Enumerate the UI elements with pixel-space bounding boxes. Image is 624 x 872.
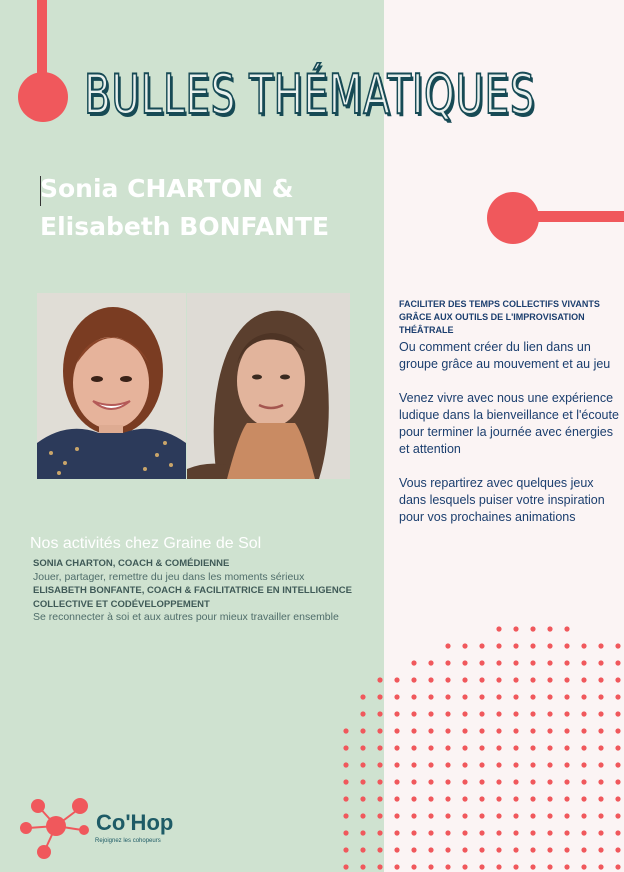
decorative-dot [462, 694, 467, 699]
decorative-dot [530, 728, 535, 733]
decorative-dot [411, 728, 416, 733]
decorative-dot [513, 626, 518, 631]
decorative-dot [581, 711, 586, 716]
decorative-dot [547, 711, 552, 716]
decorative-dot [445, 745, 450, 750]
decorative-dot [360, 847, 365, 852]
decorative-dot [445, 677, 450, 682]
decorative-dot [564, 660, 569, 665]
decorative-dot [496, 830, 501, 835]
decorative-dot [496, 796, 501, 801]
decorative-dot [462, 677, 467, 682]
decorative-dot [445, 660, 450, 665]
decorative-dot [615, 864, 620, 869]
decorative-dot [564, 728, 569, 733]
decorative-dot [513, 796, 518, 801]
decorative-dot [360, 813, 365, 818]
decorative-dot [598, 864, 603, 869]
decorative-dot [564, 677, 569, 682]
decorative-dot [581, 660, 586, 665]
decorative-dot [598, 694, 603, 699]
decorative-dot [513, 813, 518, 818]
decorative-dot [615, 745, 620, 750]
decorative-dot [479, 660, 484, 665]
decorative-dot [530, 779, 535, 784]
decorative-dot [615, 660, 620, 665]
decorative-dot [581, 813, 586, 818]
decorative-dot [343, 847, 348, 852]
decorative-dot [530, 626, 535, 631]
decorative-dot [598, 711, 603, 716]
decorative-dot [513, 847, 518, 852]
decorative-dot [598, 643, 603, 648]
decorative-pin-stem-left [37, 0, 47, 80]
decorative-dot [377, 694, 382, 699]
decorative-dot [343, 745, 348, 750]
decorative-dot [343, 813, 348, 818]
decorative-dot [564, 796, 569, 801]
decorative-dot [462, 830, 467, 835]
decorative-dot [479, 813, 484, 818]
decorative-dot [428, 864, 433, 869]
decorative-dot [530, 694, 535, 699]
decorative-dot [428, 796, 433, 801]
decorative-dot [343, 864, 348, 869]
decorative-dot [564, 847, 569, 852]
decorative-dot [377, 864, 382, 869]
decorative-dot [598, 779, 603, 784]
decorative-dot [394, 796, 399, 801]
decorative-dot [462, 762, 467, 767]
decorative-dot [547, 660, 552, 665]
decorative-dot [411, 745, 416, 750]
decorative-dot [496, 762, 501, 767]
decorative-dot [479, 864, 484, 869]
decorative-dot [547, 864, 552, 869]
decorative-dot [411, 762, 416, 767]
speaker-name-2: Elisabeth BONFANTE [40, 212, 330, 241]
decorative-dot [530, 830, 535, 835]
decorative-dot [479, 745, 484, 750]
decorative-dot [411, 660, 416, 665]
decorative-dot [530, 745, 535, 750]
decorative-dot [462, 796, 467, 801]
decorative-dot [547, 779, 552, 784]
decorative-dot [377, 728, 382, 733]
decorative-dot [615, 677, 620, 682]
decorative-dot [513, 677, 518, 682]
decorative-dot [445, 796, 450, 801]
decorative-dot [564, 864, 569, 869]
decorative-dot [581, 643, 586, 648]
decorative-dot [581, 728, 586, 733]
decorative-dot [513, 745, 518, 750]
decorative-dot [564, 762, 569, 767]
decorative-dot [581, 745, 586, 750]
decorative-dot [428, 728, 433, 733]
photo-elisabeth-bonfante [187, 293, 350, 479]
decorative-dot [513, 660, 518, 665]
decorative-dot [377, 779, 382, 784]
decorative-dot [496, 694, 501, 699]
decorative-dot [615, 847, 620, 852]
decorative-circle-right [487, 192, 539, 244]
decorative-dot [598, 830, 603, 835]
decorative-dot [615, 728, 620, 733]
activities-list [33, 557, 378, 625]
decorative-dot [343, 728, 348, 733]
decorative-dot [428, 762, 433, 767]
decorative-dot [377, 711, 382, 716]
decorative-dot [598, 762, 603, 767]
decorative-dot [547, 813, 552, 818]
decorative-dot [598, 728, 603, 733]
decorative-dot [445, 847, 450, 852]
decorative-dot [547, 847, 552, 852]
decorative-dot [547, 626, 552, 631]
decorative-dot [428, 660, 433, 665]
decorative-dot [530, 847, 535, 852]
decorative-dot [564, 626, 569, 631]
workshop-paragraph-2: Venez vivre avec nous une expérience ludique dans la bienveillance et l'écoute pour terminer la journée avec énergies et attention [399, 391, 619, 456]
decorative-dot [343, 830, 348, 835]
decorative-dot [479, 830, 484, 835]
decorative-dot [615, 779, 620, 784]
decorative-dot [564, 813, 569, 818]
decorative-dot [394, 779, 399, 784]
decorative-dot [496, 847, 501, 852]
decorative-dot [445, 728, 450, 733]
decorative-dot [530, 677, 535, 682]
decorative-dot [377, 830, 382, 835]
decorative-dot [615, 830, 620, 835]
decorative-dot [564, 830, 569, 835]
decorative-dot [598, 660, 603, 665]
decorative-dot [547, 762, 552, 767]
decorative-dot [496, 711, 501, 716]
decorative-dot [564, 711, 569, 716]
decorative-dot [411, 694, 416, 699]
decorative-dot [581, 796, 586, 801]
decorative-dot [564, 779, 569, 784]
decorative-dot [479, 643, 484, 648]
decorative-dot [479, 847, 484, 852]
decorative-dot [496, 677, 501, 682]
decorative-dot [428, 694, 433, 699]
decorative-dot [530, 796, 535, 801]
speaker-name-1: Sonia CHARTON & [40, 174, 294, 203]
decorative-dot [496, 626, 501, 631]
decorative-dot [360, 745, 365, 750]
decorative-dot [479, 677, 484, 682]
decorative-dot [513, 711, 518, 716]
decorative-dot [479, 796, 484, 801]
decorative-dot [547, 643, 552, 648]
workshop-lead: FACILITER DES TEMPS COLLECTIFS VIVANTS GRÂCE AUX OUTILS DE L'IMPROVISATION THÉÂTRALE [399, 299, 600, 335]
decorative-pin-stem-right [536, 211, 624, 222]
decorative-dot [513, 864, 518, 869]
decorative-dot [513, 694, 518, 699]
decorative-dot [530, 660, 535, 665]
decorative-dot [496, 779, 501, 784]
decorative-circle-left [18, 72, 68, 122]
decorative-dot [513, 830, 518, 835]
decorative-dot [411, 677, 416, 682]
decorative-dot [547, 830, 552, 835]
decorative-dot [411, 830, 416, 835]
decorative-dot [394, 728, 399, 733]
decorative-dot [462, 660, 467, 665]
decorative-dot [547, 677, 552, 682]
decorative-dot [394, 745, 399, 750]
portrait-1-illustration [37, 293, 186, 479]
decorative-dot [547, 728, 552, 733]
decorative-dot [581, 694, 586, 699]
decorative-dot [377, 762, 382, 767]
activity-role-2: ELISABETH BONFANTE, COACH & FACILITATRICE EN INTELLIGENCE COLLECTIVE ET CODÉVELOPPEMENT [33, 585, 352, 610]
decorative-dot [496, 813, 501, 818]
decorative-dot [445, 711, 450, 716]
decorative-dot [343, 796, 348, 801]
decorative-dot [615, 813, 620, 818]
decorative-dot [377, 847, 382, 852]
decorative-dot [581, 677, 586, 682]
decorative-dot [496, 660, 501, 665]
decorative-dot [462, 813, 467, 818]
decorative-dot [394, 864, 399, 869]
decorative-dot [462, 847, 467, 852]
decorative-dot [394, 762, 399, 767]
decorative-dot [530, 711, 535, 716]
decorative-dot [445, 762, 450, 767]
decorative-dot [513, 762, 518, 767]
decorative-dot [598, 677, 603, 682]
decorative-dot [377, 813, 382, 818]
decorative-dot [598, 847, 603, 852]
decorative-dot [462, 728, 467, 733]
decorative-dot [513, 728, 518, 733]
decorative-dot [547, 694, 552, 699]
decorative-dot [428, 779, 433, 784]
decorative-dot [411, 864, 416, 869]
decorative-dot [581, 779, 586, 784]
decorative-dot [377, 796, 382, 801]
decorative-dot [598, 796, 603, 801]
decorative-dot [615, 643, 620, 648]
decorative-dot [598, 745, 603, 750]
decorative-dot [411, 796, 416, 801]
decorative-dot [530, 762, 535, 767]
decorative-dot [360, 762, 365, 767]
decorative-dot [530, 813, 535, 818]
decorative-dot [360, 830, 365, 835]
decorative-dot [445, 643, 450, 648]
decorative-dot [428, 745, 433, 750]
decorative-dot [428, 711, 433, 716]
decorative-dot [445, 779, 450, 784]
decorative-dot [343, 779, 348, 784]
decorative-dot [564, 694, 569, 699]
decorative-dot [479, 711, 484, 716]
decorative-dot [547, 796, 552, 801]
decorative-dot [377, 677, 382, 682]
decorative-dot [479, 779, 484, 784]
decorative-dot [343, 762, 348, 767]
decorative-dot [479, 728, 484, 733]
page-title: BULLES THÉMATIQUES [84, 63, 536, 126]
decorative-dot [530, 643, 535, 648]
decorative-dot [360, 694, 365, 699]
activity-description-2: Se reconnecter à soi et aux autres pour mieux travailler ensemble [33, 611, 339, 623]
decorative-dot [513, 643, 518, 648]
decorative-dot [462, 643, 467, 648]
workshop-description [399, 298, 621, 543]
decorative-dot [394, 813, 399, 818]
decorative-dot [360, 711, 365, 716]
decorative-dot [360, 779, 365, 784]
decorative-dot [394, 694, 399, 699]
decorative-dot [394, 711, 399, 716]
decorative-dot [496, 643, 501, 648]
decorative-dot [496, 728, 501, 733]
decorative-dot [411, 813, 416, 818]
decorative-dot [479, 762, 484, 767]
decorative-dot [411, 779, 416, 784]
decorative-dot [496, 745, 501, 750]
decorative-dot [598, 813, 603, 818]
decorative-dot [377, 745, 382, 750]
decorative-dot [360, 796, 365, 801]
portrait-2-illustration [187, 293, 350, 479]
decorative-dot [564, 745, 569, 750]
decorative-dot [394, 677, 399, 682]
decorative-dot [428, 847, 433, 852]
decorative-dot [564, 643, 569, 648]
decorative-dot [445, 694, 450, 699]
decorative-dot [615, 762, 620, 767]
decorative-dot [547, 745, 552, 750]
activity-role-1: SONIA CHARTON, COACH & COMÉDIENNE [33, 558, 230, 569]
decorative-dot [411, 847, 416, 852]
workshop-paragraph-3: Vous repartirez avec quelques jeux dans lesquels puiser votre inspiration pour vos prochaines animations [399, 476, 605, 524]
decorative-dot [615, 796, 620, 801]
decorative-dot [428, 813, 433, 818]
photo-sonia-charton [37, 293, 186, 479]
decorative-dot [462, 745, 467, 750]
decorative-dot [394, 847, 399, 852]
decorative-dot [394, 830, 399, 835]
decorative-dot [445, 813, 450, 818]
logo-name: Co'Hop [96, 810, 174, 835]
logo-tagline: Rejoignez les cohopeurs [95, 838, 161, 844]
decorative-dot [445, 864, 450, 869]
decorative-dot [479, 694, 484, 699]
decorative-dot [496, 864, 501, 869]
decorative-dot [581, 847, 586, 852]
decorative-dot [462, 711, 467, 716]
decorative-dot [530, 864, 535, 869]
decorative-dot [581, 762, 586, 767]
decorative-dot [445, 830, 450, 835]
activity-description-1: Jouer, partager, remettre du jeu dans les moments sérieux [33, 570, 305, 583]
workshop-paragraph-1: Ou comment créer du lien dans un groupe grâce au mouvement et au jeu [399, 340, 611, 371]
activities-heading: Nos activités chez Graine de Sol [30, 535, 262, 552]
decorative-dot [615, 711, 620, 716]
speaker-names [40, 170, 329, 246]
decorative-dot [513, 779, 518, 784]
decorative-dot [360, 728, 365, 733]
decorative-dot [411, 711, 416, 716]
decorative-dot [462, 864, 467, 869]
decorative-dot [581, 864, 586, 869]
decorative-dot [615, 694, 620, 699]
decorative-dot-pattern [340, 606, 624, 872]
decorative-dot [462, 779, 467, 784]
decorative-dot [428, 677, 433, 682]
decorative-dot [428, 830, 433, 835]
decorative-dot [360, 864, 365, 869]
decorative-dot [581, 830, 586, 835]
